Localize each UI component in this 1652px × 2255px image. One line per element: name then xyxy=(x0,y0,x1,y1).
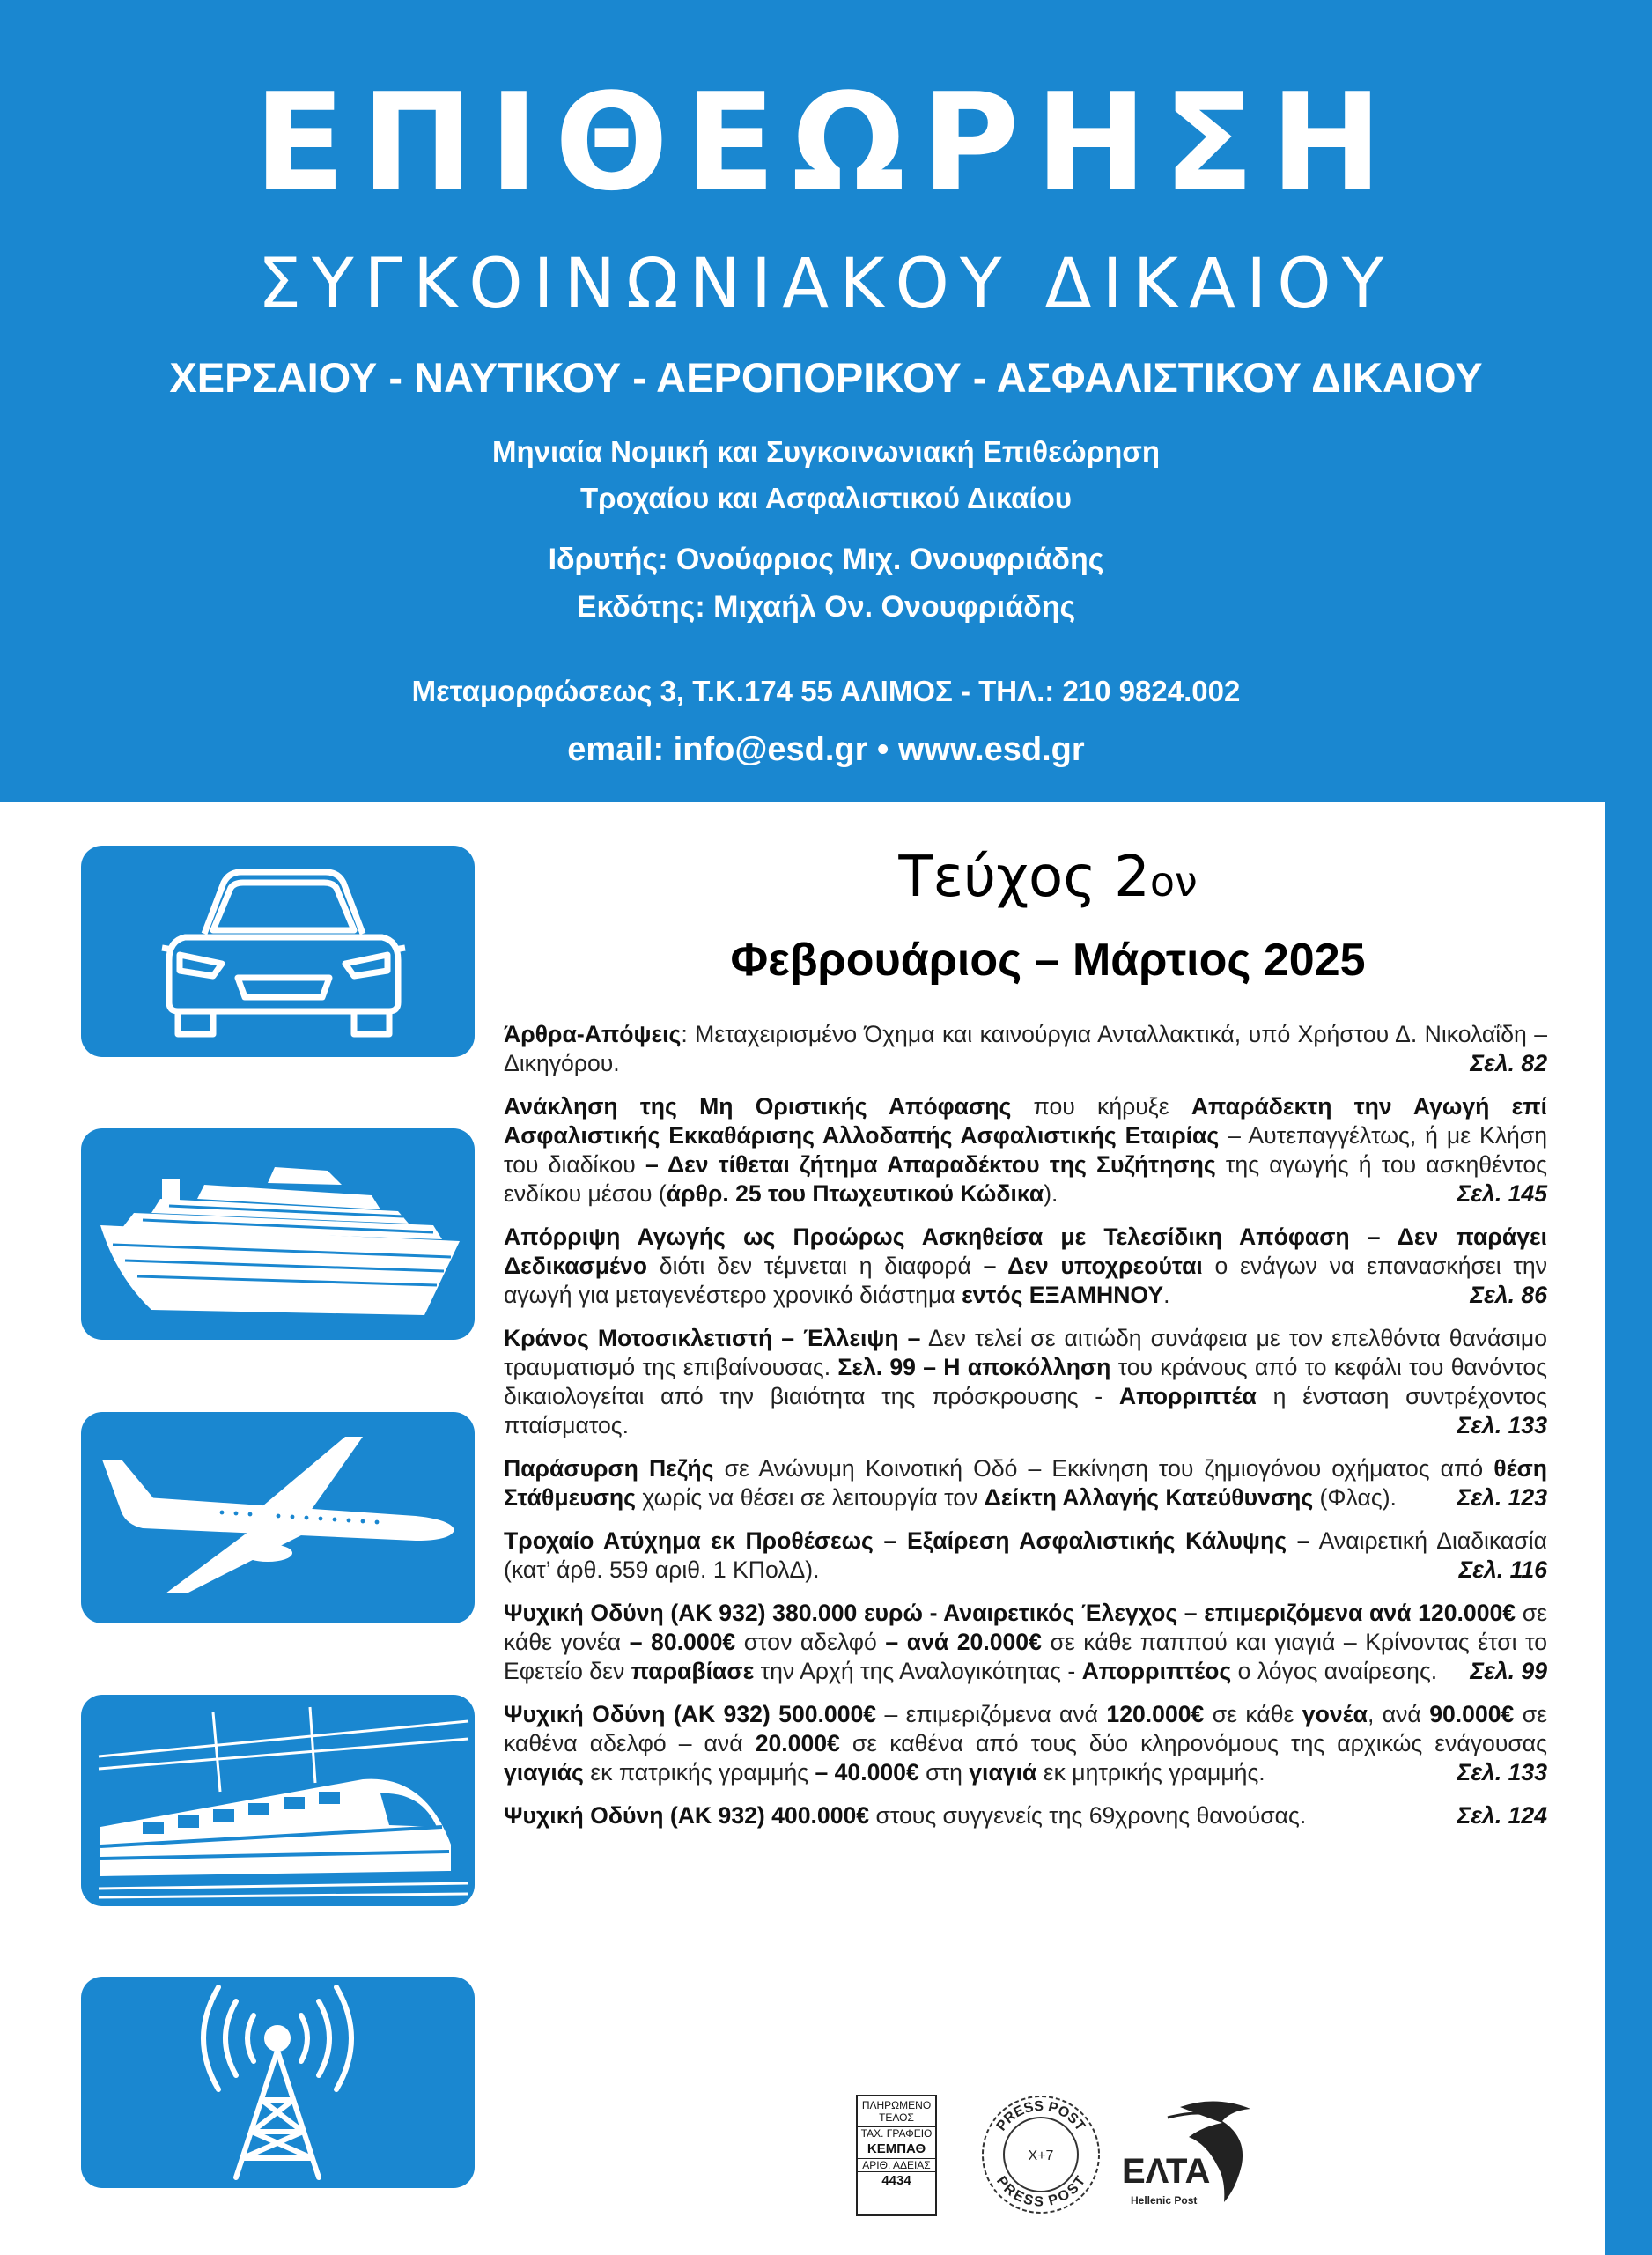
paid-title: ΠΛΗΡΩΜΕΝΟ ΤΕΛΟΣ xyxy=(858,2096,935,2127)
article-text: εκ μητρικής γραμμής. xyxy=(1036,1759,1265,1786)
car-icon-box xyxy=(81,846,475,1057)
article-bold-text: Τροχαίο Ατύχημα εκ Προθέσεως – Εξαίρεση Ασφαλιστικής Κάλυψης – xyxy=(504,1527,1310,1554)
article-text: του κράνους από το κεφάλι του θανόντος δικαιολογείται από την βιαιότητα της πρόσκρουσης - xyxy=(504,1354,1548,1409)
article-entry xyxy=(504,1454,1547,1512)
article-text: την Αρχή της Αναλογικότητας - xyxy=(754,1658,1082,1684)
permit-label: ΑΡΙΘ. ΑΔΕΙΑΣ xyxy=(858,2159,935,2172)
airplane-icon-box xyxy=(81,1412,475,1623)
article-bold-text: Απορριπτέα xyxy=(1118,1383,1257,1409)
article-entry xyxy=(504,1599,1547,1686)
article-bold-text: Ψυχική Οδύνη (ΑΚ 932) 500.000€ xyxy=(504,1701,877,1727)
journal-subtitle: ΣΥΓΚΟΙΝΩΝΙΑΚΟΥ ΔΙΚΑΙΟΥ xyxy=(257,245,1395,324)
article-page-ref: Σελ. 133 xyxy=(1457,1412,1547,1438)
article-text: , ανά xyxy=(1367,1701,1430,1727)
article-page-ref: Σελ. 99 xyxy=(1470,1658,1547,1684)
issue-label: Τεύχος 2 xyxy=(898,845,1150,910)
article-bold-text: άρθρ. 25 του Πτωχευτικού Κώδικα xyxy=(666,1180,1044,1207)
article-text: – επιμεριζόμενα ανά xyxy=(876,1701,1107,1727)
press-code: X+7 xyxy=(1028,2148,1054,2163)
issue-number xyxy=(493,844,1603,915)
article-bold-text: Απόρριψη Αγωγής ως Προώρως Ασκηθείσα με Τελεσίδικη Απόφαση – Δεν παράγει Δεδικασμένο xyxy=(504,1224,1547,1279)
article-bold-text: 20.000€ xyxy=(755,1730,840,1756)
article-text: χωρίς να θέσει σε λειτουργία τον xyxy=(636,1484,985,1511)
article-bold-text: Ψυχική Οδύνη (ΑΚ 932) 380.000 ευρώ - Αναιρετικός Έλεγχος – επιμεριζόμενα ανά 120.000€ xyxy=(504,1600,1516,1626)
article-bold-text: Ψυχική Οδύνη (ΑΚ 932) 400.000€ xyxy=(504,1802,870,1829)
article-text: στη xyxy=(918,1759,970,1786)
article-page-ref: Σελ. 82 xyxy=(1470,1050,1547,1076)
article-bold-text: Δείκτη Αλλαγής Κατεύθυνσης xyxy=(984,1484,1314,1511)
ship-icon-box xyxy=(81,1128,475,1340)
svg-text:PRESS POST xyxy=(994,2099,1088,2134)
article-text: (Φλας). xyxy=(1313,1484,1397,1511)
article-text: Αναιρετική Διαδικασία (κατ’ άρθ. 559 αριθ. 1 ΚΠολΔ). xyxy=(504,1527,1547,1583)
article-page-ref: Σελ. 116 xyxy=(1458,1556,1547,1583)
contact: email: info@esd.gr • www.esd.gr xyxy=(567,731,1085,768)
elta-subtitle: Hellenic Post xyxy=(1131,2194,1198,2207)
article-text: σε κάθε xyxy=(1204,1701,1302,1727)
article-bold-text: παραβίασε xyxy=(631,1658,755,1684)
address: Μεταμορφώσεως 3, Τ.Κ.174 55 ΑΛΙΜΟΣ - ΤΗΛ.: 210 9824.002 xyxy=(411,675,1241,707)
article-page-ref: Σελ. 124 xyxy=(1457,1802,1547,1829)
issue-period: Φεβρουάριος – Μάρτιος 2025 xyxy=(730,935,1366,986)
article-text: της αγωγής ή του ασκηθέντος ενδίκου μέσου ( xyxy=(504,1151,1547,1207)
car-icon xyxy=(81,846,475,1057)
ship-icon xyxy=(81,1128,475,1340)
press-post-stamp xyxy=(979,2093,1103,2216)
issue-suffix: ον xyxy=(1149,858,1198,906)
right-stripe xyxy=(1605,0,1652,2255)
article-text: ο ενάγων να επανασκήσει την αγωγή για μεταγενέστερο χρονικό διάστημα xyxy=(504,1253,1547,1308)
article-entry xyxy=(504,1223,1547,1310)
article-bold-text: γιαγιά xyxy=(969,1759,1037,1786)
article-text: που κήρυξε xyxy=(1011,1093,1191,1120)
article-bold-text: Απαράδεκτη την Αγωγή επί Ασφαλιστικής Εκκαθάρισης Αλλοδαπής Ασφαλιστικής Εταιρίας xyxy=(504,1093,1547,1149)
office-code: ΚΕΜΠΑΘ xyxy=(858,2140,935,2159)
article-text: σε κάθε παππού και γιαγιά – Κρίνοντας έτσι το Εφετείο δεν xyxy=(504,1629,1548,1684)
article-page-ref: Σελ. 145 xyxy=(1457,1180,1547,1207)
founder: Ιδρυτής: Ονούφριος Μιχ. Ονουφριάδης xyxy=(548,543,1104,576)
article-bold-text: Απορριπτέος xyxy=(1081,1658,1232,1684)
article-bold-text: εντός ΕΞΑΜΗΝΟΥ xyxy=(962,1282,1164,1308)
elta-logo xyxy=(1118,2091,1265,2223)
airplane-icon xyxy=(81,1412,475,1623)
article-entry xyxy=(504,1700,1547,1787)
article-page-ref: Σελ. 133 xyxy=(1457,1759,1547,1786)
article-bold-text: θέση Στάθμευσης xyxy=(504,1455,1548,1511)
article-text: ). xyxy=(1044,1180,1058,1207)
article-bold-text: Ανάκληση της Μη Οριστικής Απόφασης xyxy=(504,1093,1012,1120)
journal-title: ΕΠΙΘΕΩΡΗΣΗ xyxy=(254,64,1398,220)
article-entry xyxy=(504,1527,1547,1585)
antenna-icon-box xyxy=(81,1977,475,2188)
permit-number: 4434 xyxy=(881,2173,911,2188)
article-page-ref: Σελ. 123 xyxy=(1457,1484,1547,1511)
paid-postage-stamp xyxy=(856,2095,937,2216)
article-text: ο λόγος αναίρεσης. xyxy=(1231,1658,1438,1684)
article-bold-text: 90.000€ xyxy=(1429,1701,1515,1727)
article-bold-text: γονέα xyxy=(1302,1701,1368,1727)
train-icon xyxy=(81,1695,475,1906)
article-entry xyxy=(504,1801,1547,1830)
article-text: : Μεταχειρισμένο Όχημα και καινούργια Ανταλλακτικά, υπό Χρήστου Δ. Νικολαΐδη – Δικηγόρου. xyxy=(504,1021,1547,1076)
article-bold-text: Κράνος Μοτοσικλετιστή – Έλλειψη – xyxy=(504,1325,921,1351)
article-entry xyxy=(504,1324,1547,1440)
article-bold-text: Παράσυρση Πεζής xyxy=(504,1455,714,1482)
article-text: εκ πατρικής γραμμής xyxy=(583,1759,815,1786)
article-text: . xyxy=(1163,1282,1170,1308)
article-page-ref: Σελ. 86 xyxy=(1470,1282,1547,1308)
publisher: Εκδότης: Μιχαήλ Ον. Ονουφριάδης xyxy=(576,590,1076,624)
article-text: στους συγγενείς της 69χρονης θανούσας. xyxy=(869,1802,1307,1829)
article-bold-text: Σελ. 99 – Η αποκόλληση xyxy=(837,1354,1111,1380)
article-text: Δεν τελεί σε αιτιώδη συνάφεια με τον επελθόντα θανάσιμο τραυματισμό της επιβαίνουσας. xyxy=(504,1325,1547,1380)
article-text: – Αυτεπαγγέλτως, ή με Κλήση του διαδίκου xyxy=(504,1122,1547,1178)
article-bold-text: – 80.000€ xyxy=(629,1629,736,1655)
article-bold-text: Άρθρα-Απόψεις xyxy=(504,1021,682,1047)
office-label: ΤΑΧ. ΓΡΑΦΕΙΟ xyxy=(858,2127,935,2140)
description-line-2: Τροχαίου και Ασφαλιστικού Δικαίου xyxy=(580,482,1072,514)
article-entry xyxy=(504,1092,1547,1209)
article-bold-text: – 40.000€ xyxy=(815,1759,919,1786)
article-bold-text: 120.000€ xyxy=(1106,1701,1205,1727)
article-bold-text: γιαγιάς xyxy=(504,1759,584,1786)
article-text: σε Ανώνυμη Κοινοτική Οδό – Εκκίνηση του ζημιογόνου οχήματος από xyxy=(713,1455,1494,1482)
antenna-icon xyxy=(81,1977,475,2188)
article-bold-text: – Δεν τίθεται ζήτημα Απαραδέκτου της Συζήτησης xyxy=(645,1151,1216,1178)
train-icon-box xyxy=(81,1695,475,1906)
law-areas: ΧΕΡΣΑΙΟΥ - ΝΑΥΤΙΚΟΥ - ΑΕΡΟΠΟΡΙΚΟΥ - ΑΣΦΑΛΙΣΤΙΚΟΥ ΔΙΚΑΙΟΥ xyxy=(169,354,1483,401)
article-bold-text: – Δεν υποχρεούται xyxy=(983,1253,1203,1279)
articles-list xyxy=(504,1020,1547,1845)
article-text: σε καθένα αδελφό – ανά xyxy=(504,1701,1547,1756)
article-text: σε καθένα από τους δύο κληρονόμους της αρχικώς ενάγουσας xyxy=(839,1730,1547,1756)
article-text: σε κάθε γονέα xyxy=(504,1600,1547,1655)
article-text: η ένσταση συντρέχοντος πταίσματος. xyxy=(504,1383,1547,1438)
description-line-1: Μηνιαία Νομική και Συγκοινωνιακή Επιθεώρηση xyxy=(492,435,1160,468)
article-text: διότι δεν τέμνεται η διαφορά xyxy=(647,1253,984,1279)
article-bold-text: – ανά 20.000€ xyxy=(885,1629,1042,1655)
article-text: στον αδελφό xyxy=(735,1629,886,1655)
press-bottom-text: PRESS POST xyxy=(992,2173,1089,2210)
article-entry xyxy=(504,1020,1547,1078)
press-top-text: PRESS POST xyxy=(993,2098,1088,2134)
elta-text: ΕΛΤΑ xyxy=(1122,2152,1211,2191)
